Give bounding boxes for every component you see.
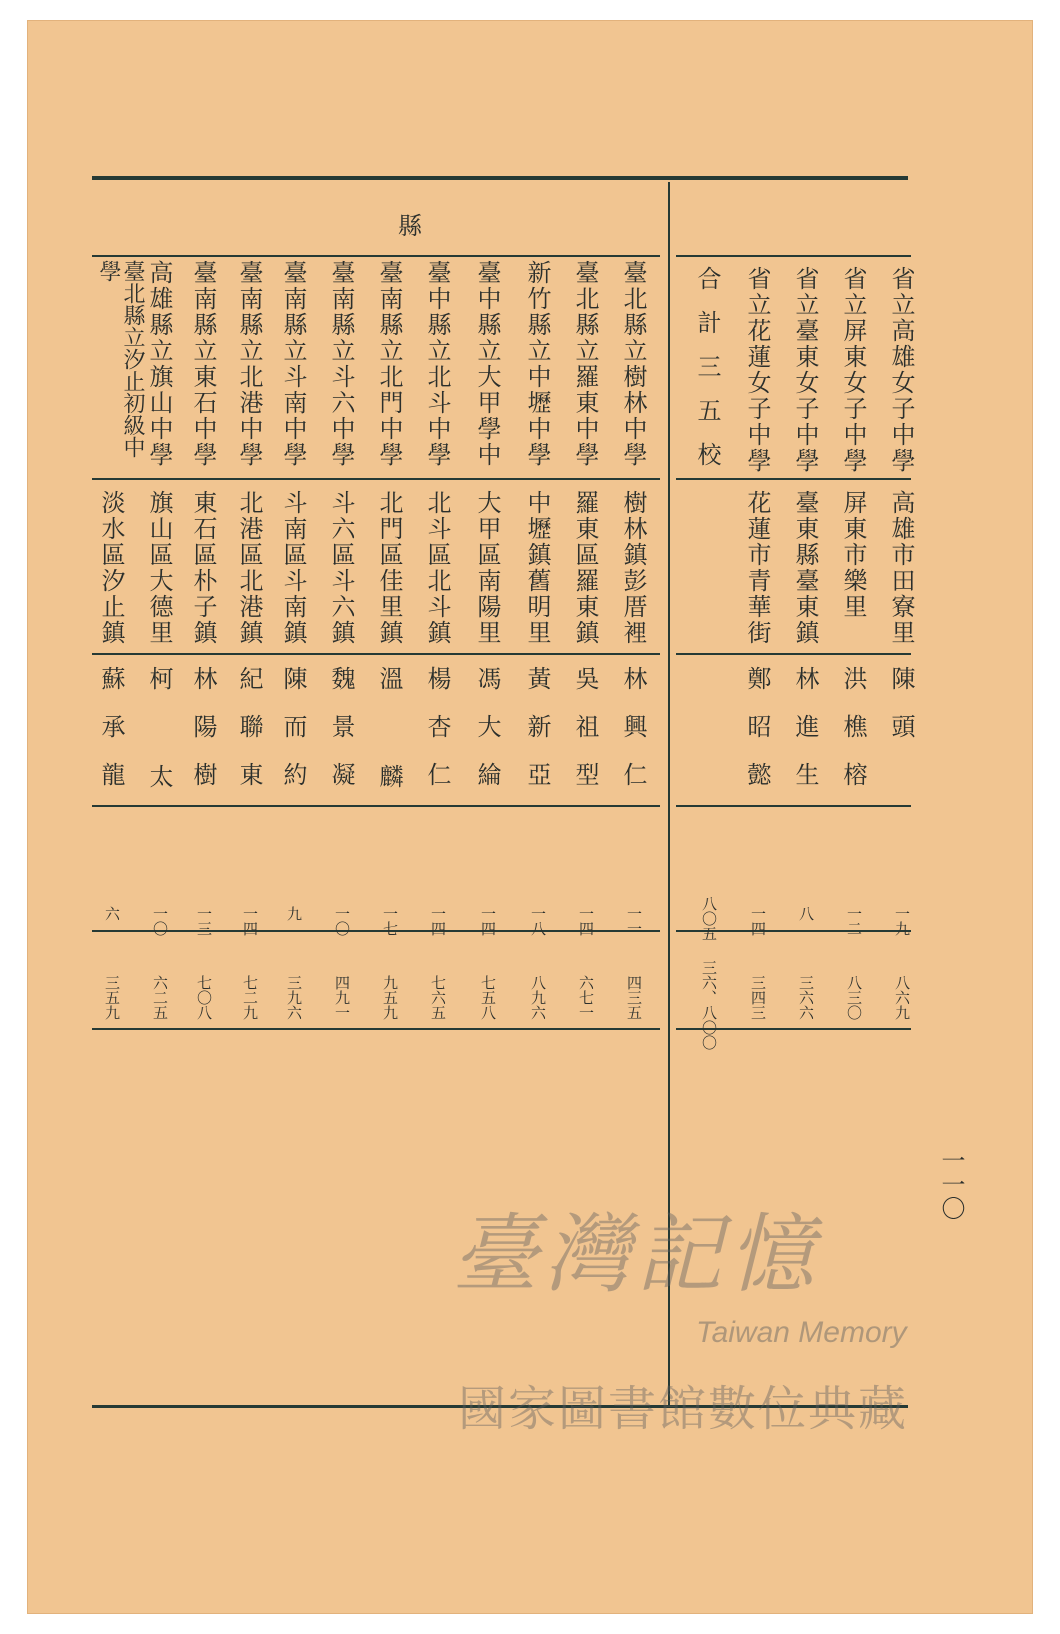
school-name: 省立臺東女子中學 bbox=[791, 266, 819, 474]
student-count: 三四三 bbox=[749, 975, 767, 1020]
school-address: 北港區北港鎮 bbox=[235, 490, 263, 646]
school-name: 新竹縣立中壢中學 bbox=[523, 260, 551, 468]
student-count: 八六九 bbox=[893, 975, 911, 1020]
principal-name: 楊杏仁 bbox=[423, 666, 451, 810]
student-count: 三六六 bbox=[797, 975, 815, 1020]
student-count: 七二九 bbox=[241, 975, 259, 1020]
student-count: 三五九 bbox=[103, 975, 121, 1020]
school-name: 高雄縣立旗山中學 bbox=[145, 260, 173, 468]
principal-name: 馮大綸 bbox=[473, 666, 501, 810]
school-address: 大甲區南陽里 bbox=[473, 490, 501, 646]
school-address: 北門區佳里鎮 bbox=[375, 490, 403, 646]
school-name: 臺中縣立北斗中學 bbox=[423, 260, 451, 468]
class-count: 一四 bbox=[577, 906, 595, 936]
principal-name: 柯太 bbox=[145, 666, 173, 862]
principal-name: 紀聯東 bbox=[235, 666, 263, 810]
school-address: 臺東縣臺東鎮 bbox=[791, 490, 819, 646]
school-name: 臺中縣立大甲學中 bbox=[473, 260, 501, 468]
school-name: 臺南縣立北門中學 bbox=[375, 260, 403, 468]
watermark-subtitle: Taiwan Memory bbox=[696, 1316, 907, 1349]
student-count: 六二五 bbox=[151, 975, 169, 1020]
school-address: 屏東市樂里 bbox=[839, 490, 867, 620]
left-rule-5 bbox=[92, 1028, 660, 1030]
principal-name: 黃新亞 bbox=[523, 666, 551, 810]
school-name: 臺南縣立北港中學 bbox=[235, 260, 263, 468]
class-count: 八 bbox=[797, 906, 815, 921]
page-number: 一一〇 bbox=[937, 1148, 965, 1220]
class-count: 一〇 bbox=[151, 906, 169, 936]
principal-name: 林興仁 bbox=[619, 666, 647, 810]
class-count: 一七 bbox=[381, 906, 399, 936]
student-count: 九五九 bbox=[381, 975, 399, 1020]
school-address: 旗山區大德里 bbox=[145, 490, 173, 646]
school-name: 臺南縣立斗南中學 bbox=[279, 260, 307, 468]
school-address: 高雄市田寮里 bbox=[887, 490, 915, 646]
principal-name: 洪樵榕 bbox=[839, 666, 867, 810]
school-address: 羅東區羅東鎮 bbox=[571, 490, 599, 646]
right-header-rule bbox=[676, 255, 911, 257]
school-name: 臺南縣立斗六中學 bbox=[327, 260, 355, 468]
total-students: 三六、八〇〇 bbox=[700, 960, 718, 1050]
student-count: 三九六 bbox=[285, 975, 303, 1020]
watermark-title: 臺灣記憶 bbox=[452, 1205, 820, 1305]
principal-name: 魏景凝 bbox=[327, 666, 355, 810]
right-rule-2 bbox=[676, 653, 911, 655]
left-header-rule bbox=[92, 255, 660, 257]
principal-name: 吳祖型 bbox=[571, 666, 599, 810]
principal-name: 陳而約 bbox=[279, 666, 307, 810]
school-name: 省立花蓮女子中學 bbox=[743, 266, 771, 474]
class-count: 一九 bbox=[893, 906, 911, 936]
left-rule-1 bbox=[92, 478, 660, 480]
principal-name: 林進生 bbox=[791, 666, 819, 810]
total-label: 合計三五校 bbox=[693, 266, 721, 486]
class-count: 九 bbox=[285, 906, 303, 921]
student-count: 八三〇 bbox=[845, 975, 863, 1020]
school-address: 樹林鎮彭厝裡 bbox=[619, 490, 647, 646]
left-rule-2 bbox=[92, 653, 660, 655]
school-address: 淡水區汐止鎮 bbox=[97, 490, 125, 646]
principal-name: 溫麟 bbox=[375, 666, 403, 862]
top-rule bbox=[92, 176, 908, 180]
class-count: 一一 bbox=[625, 906, 643, 936]
school-name: 臺北縣立樹林中學 bbox=[619, 260, 647, 468]
principal-name: 陳頭 bbox=[887, 666, 915, 762]
class-count: 一四 bbox=[429, 906, 447, 936]
school-address: 北斗區北斗鎮 bbox=[423, 490, 451, 646]
school-name: 省立屏東女子中學 bbox=[839, 266, 867, 474]
left-rule-4 bbox=[92, 930, 660, 932]
class-count: 一〇 bbox=[333, 906, 351, 936]
school-name: 臺北縣立羅東中學 bbox=[571, 260, 599, 468]
student-count: 七五八 bbox=[479, 975, 497, 1020]
student-count: 六七一 bbox=[577, 975, 595, 1020]
student-count: 四三五 bbox=[625, 975, 643, 1020]
school-address: 花蓮市青華街 bbox=[743, 490, 771, 646]
class-count: 六 bbox=[103, 906, 121, 921]
class-count: 一四 bbox=[479, 906, 497, 936]
section-title: 縣 bbox=[398, 212, 422, 240]
principal-name: 林陽樹 bbox=[189, 666, 217, 810]
student-count: 七〇八 bbox=[195, 975, 213, 1020]
student-count: 八九六 bbox=[529, 975, 547, 1020]
class-count: 一四 bbox=[241, 906, 259, 936]
school-address: 中壢鎮舊明里 bbox=[523, 490, 551, 646]
student-count: 七六五 bbox=[429, 975, 447, 1020]
watermark-library: 國家圖書館數位典藏 bbox=[458, 1381, 909, 1437]
class-count: 一四 bbox=[749, 906, 767, 936]
school-address: 東石區朴子鎮 bbox=[189, 490, 217, 646]
school-address: 斗六區斗六鎮 bbox=[327, 490, 355, 646]
class-count: 一三 bbox=[195, 906, 213, 936]
school-address: 斗南區斗南鎮 bbox=[279, 490, 307, 646]
total-classes: 八〇五 bbox=[700, 896, 718, 941]
principal-name: 蘇承龍 bbox=[97, 666, 125, 810]
school-name: 省立高雄女子中學 bbox=[887, 266, 915, 474]
student-count: 四九一 bbox=[333, 975, 351, 1020]
principal-name: 鄭昭懿 bbox=[743, 666, 771, 810]
class-count: 一二 bbox=[845, 906, 863, 936]
class-count: 一八 bbox=[529, 906, 547, 936]
school-name: 臺南縣立東石中學 bbox=[189, 260, 217, 468]
school-name: 臺北縣立汐止初級中學 bbox=[96, 260, 145, 458]
